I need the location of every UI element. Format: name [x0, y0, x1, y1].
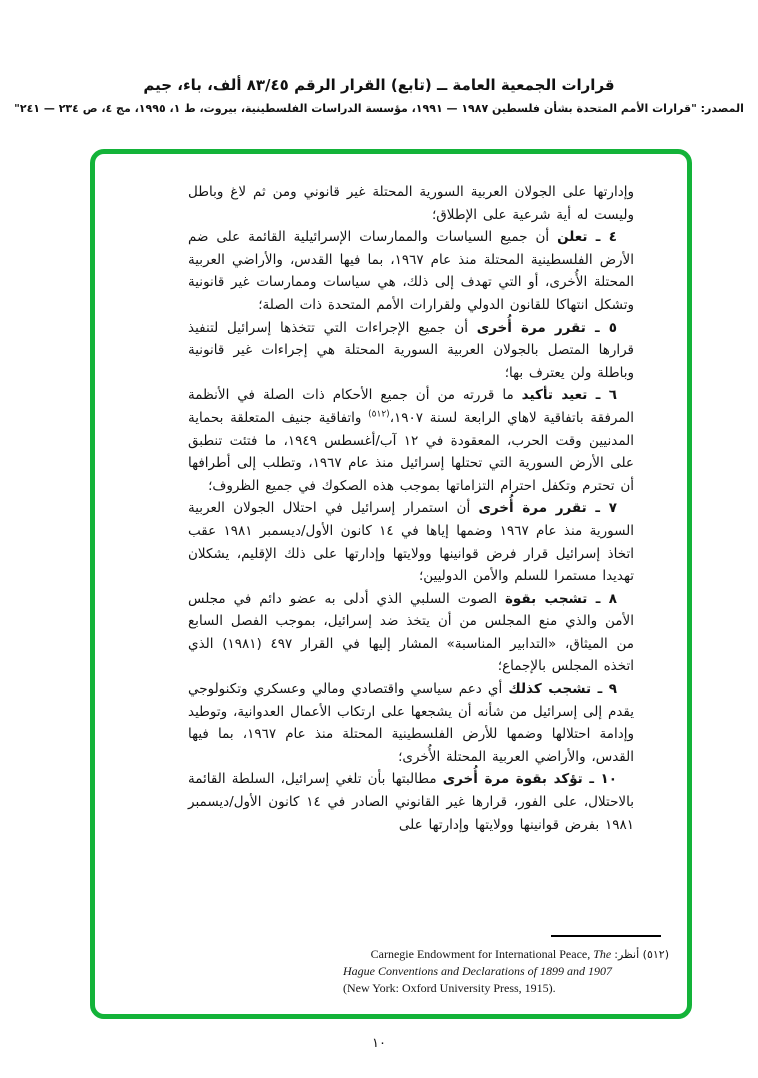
footnote-citation-italic-1: The: [593, 947, 612, 961]
page-number: ١٠: [372, 1036, 386, 1051]
paragraph-lead: ٦ ـ تعيد تأكيد: [521, 387, 617, 404]
footnote-citation-roman: Carnegie Endowment for International Peace,: [370, 947, 594, 961]
footnote-separator: [551, 935, 661, 937]
paragraph: ١٠ ـ تؤكد بقوة مرة أُخرى مطالبتها بأن تلغي إسرائيل، السلطة القائمة بالاحتلال، على الفور، قرارها غير القانوني الصادر في ١٤ كانون الأول/ديسمبر ١٩٨١ بفرض قوانينها وولايتها وإدارتها على: [188, 771, 634, 833]
footnote-line-2: [329, 963, 669, 980]
paragraph-lead: ٧ ـ تقرر مرة أُخرى: [478, 500, 617, 517]
paragraph: وإدارتها على الجولان العربية السورية المحتلة غير قانوني ومن ثم لاغ وباطل وليست له أية شرعية على الإطلاق؛: [188, 184, 634, 223]
paragraph-lead: ٨ ـ تشجب بقوة: [504, 590, 617, 607]
paragraph-lead: ١٠ ـ تؤكد بقوة مرة أُخرى: [442, 771, 617, 788]
paragraph-lead: ٥ ـ تقرر مرة أُخرى: [476, 319, 617, 336]
paragraph-lead: ٩ ـ تشجب كذلك: [508, 681, 617, 698]
footnote-citation-italic-2: Hague Conventions and Declarations of 1899 and 1907: [343, 964, 612, 978]
footnote: [329, 946, 669, 997]
footnote-see-label: أنظر:: [614, 948, 640, 961]
footnote-publisher: (New York: Oxford University Press, 1915).: [343, 981, 556, 995]
page-header-title: قرارات الجمعية العامة ــ (تابع) القرار الرقم ٨٣/٤٥ ألف، باء، جيم: [143, 76, 615, 94]
footnote-line-1: [329, 946, 669, 963]
paragraph: ٩ ـ تشجب كذلك أي دعم سياسي واقتصادي ومالي وعسكري وتكنولوجي يقدم إلى إسرائيل من شأنه أن يشجعها على ارتكاب الأعمال العدوانية، وتوطيد وإدامة احتلالها وضمها للأرض الفلسطينية المحتلة منذ عام ١٩٦٧، بما فيها القدس، والأراضي العربية المحتلة الأُخرى؛: [188, 681, 634, 765]
page-header-source: المصدر: "قرارات الأمم المتحدة بشأن فلسطين ١٩٨٧ — ١٩٩١، مؤسسة الدراسات الفلسطينية، بيروت، ط ١، ١٩٩٥، مج ٤، ص ٢٣٤ — ٢٤١": [14, 102, 744, 115]
paragraph-lead: ٤ ـ تعلن: [557, 229, 617, 246]
footnote-reference: (٥١٢): [368, 409, 390, 420]
paragraphs: [188, 181, 634, 836]
paragraph: ٧ ـ تقرر مرة أُخرى أن استمرار إسرائيل في احتلال الجولان العربية السورية منذ عام ١٩٦٧ وضمها إياها في ١٤ كانون الأول/ديسمبر ١٩٨١ عقب اتخاذ إسرائيل قرار فرض قوانينها وولايتها وإدارتها على ذلك الإقليم، يشكلان تهديدا مستمرا للسلم والأمن الدوليين؛: [188, 500, 635, 585]
paragraph: ٤ ـ تعلن أن جميع السياسات والممارسات الإسرائيلية القائمة على ضم الأرض الفلسطينية المحتلة منذ عام ١٩٦٧، بما فيها القدس، والأراضي العربية المحتلة الأُخرى، أو التي تهدف إلى ذلك، هي سياسات وممارسات غير قانونية وتشكل انتهاكا للقانون الدولي ولقرارات الأمم المتحدة ذات الصلة؛: [188, 229, 634, 313]
paragraph: ٥ ـ تقرر مرة أُخرى أن جميع الإجراءات التي تتخذها إسرائيل لتنفيذ قرارها المتصل بالجولان العربية السورية المحتلة هي إجراءات غير قانونية وباطلة ولن يعترف بها؛: [188, 319, 634, 381]
paragraph: ٦ ـ تعيد تأكيد ما قررته من أن جميع الأحكام ذات الصلة في الأنظمة المرفقة باتفاقية لاهاي الرابعة لسنة ١٩٠٧،$^{(٥١٢)}$ واتفاقية جنيف المتعلقة بحماية المدنيين وقت الحرب، المعقودة في ١٢ آب/أغسطس ١٩٤٩، ما فتئت تنطبق على الأرض السورية التي تحتلها إسرائيل منذ عام ١٩٦٧، وتطلب إلى أطرافها أن تحترم وتكفل احترام التزاماتها بموجب هذه الصكوك في جميع الظروف؛: [188, 387, 635, 494]
footnote-marker: (٥١٢): [642, 948, 669, 961]
footnote-citation-start: [371, 947, 612, 961]
paragraph: ٨ ـ تشجب بقوة الصوت السلبي الذي أدلى به عضو دائم في مجلس الأمن والذي منع المجلس من أن يتخذ ضد إسرائيل، بموجب الفصل السابع من الميثاق، «التدابير المناسبة» المشار إليها في القرار ٤٩٧ (١٩٨١) الذي اتخذه المجلس بالإجماع؛: [188, 590, 635, 675]
footnote-marker-and-label: [614, 948, 669, 961]
content-frame: [90, 149, 692, 1019]
